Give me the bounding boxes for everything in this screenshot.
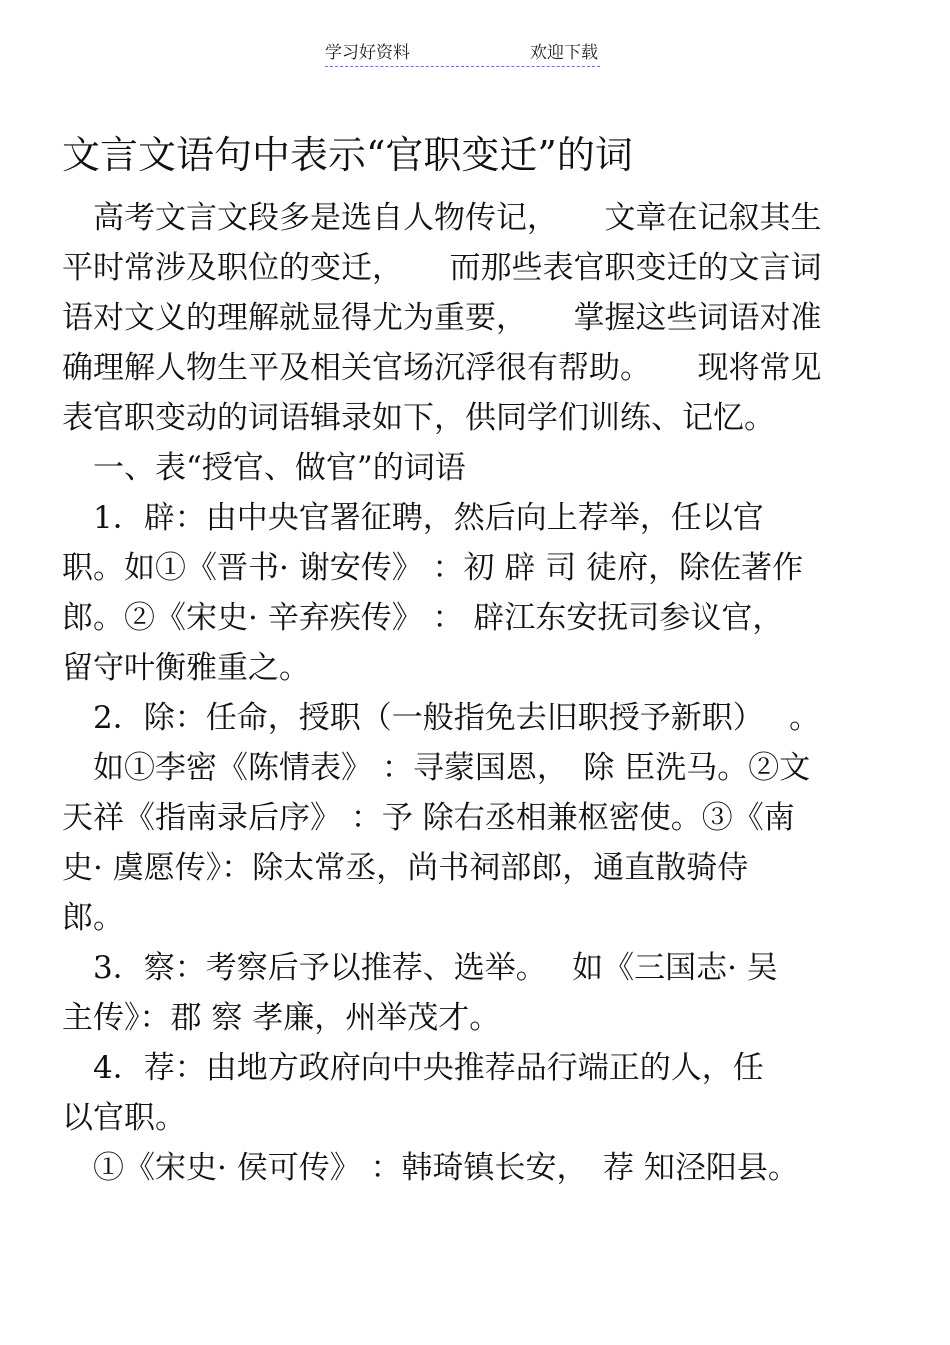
header-left-text: 学习好资料: [325, 43, 410, 63]
text-line: 主传》：郡 察 孝廉，州举茂才。: [62, 1000, 501, 1036]
text-line: 4．荐：由地方政府向中央推荐品行端正的人，任: [62, 1050, 764, 1086]
header-right-text: 欢迎下载: [530, 43, 598, 63]
text-line: 2．除：任命，授职（一般指免去旧职授予新职） 。: [62, 700, 821, 736]
text-line: 高考文言文段多是选自人物传记， 文章在记叙其生: [62, 200, 822, 236]
text-line: 职。如①《晋书· 谢安传》 ：初 辟 司 徒府，除佐著作: [62, 550, 804, 586]
document-title: 文言文语句中表示“官职变迁”的词: [62, 133, 633, 177]
text-line: 留守叶衡雅重之。: [62, 650, 310, 686]
text-line: 郎。②《宋史· 辛弃疾传》 ： 辟江东安抚司参议官，: [62, 600, 784, 636]
text-line: ①《宋史· 侯可传》 ：韩琦镇长安， 荐 知泾阳县。: [62, 1150, 799, 1186]
text-line: 以官职。: [62, 1100, 186, 1136]
text-line: 郎。: [62, 900, 124, 936]
page-header: [325, 42, 600, 67]
text-line: 平时常涉及职位的变迁， 而那些表官职变迁的文言词: [62, 250, 822, 286]
text-line: 史· 虞愿传》：除太常丞，尚书祠部郎，通直散骑侍: [62, 850, 749, 886]
text-line: 天祥《指南录后序》 ：予 除右丞相兼枢密使。③《南: [62, 800, 795, 836]
section-heading: 一、表“授官、做官”的词语: [62, 450, 466, 486]
text-line: 确理解人物生平及相关官场沉浮很有帮助。 现将常见: [62, 350, 822, 386]
text-line: 如①李密《陈情表》 ：寻蒙国恩， 除 臣洗马。②文: [62, 750, 811, 786]
text-line: 表官职变动的词语辑录如下，供同学们训练、记忆。: [62, 400, 775, 436]
text-line: 1．辟：由中央官署征聘，然后向上荐举，任以官: [62, 500, 764, 536]
text-line: 3．察：考察后予以推荐、选举。 如《三国志· 吴: [62, 950, 778, 986]
text-line: 语对文义的理解就显得尤为重要， 掌握这些词语对准: [62, 300, 822, 336]
